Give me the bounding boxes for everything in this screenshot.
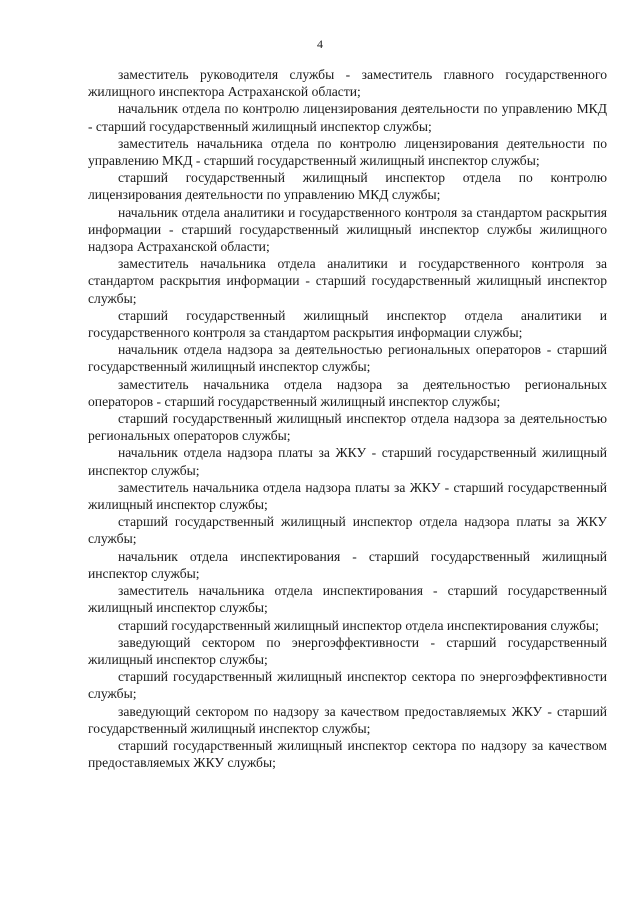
- list-item: начальник отдела надзора за деятельностью региональных операторов - старший государственный жилищный инспектор службы;: [88, 342, 607, 375]
- list-item: старший государственный жилищный инспектор сектора по энергоэффективности службы;: [88, 669, 607, 702]
- list-item: заместитель начальника отдела инспектирования - старший государственный жилищный инспектор службы;: [88, 583, 607, 616]
- list-item: начальник отдела по контролю лицензирования деятельности по управлению МКД - старший государственный жилищный инспектор службы;: [88, 101, 607, 134]
- list-item: старший государственный жилищный инспектор отдела по контролю лицензирования деятельности по управлению МКД службы;: [88, 170, 607, 203]
- list-item: старший государственный жилищный инспектор отдела инспектирования службы;: [118, 617, 599, 633]
- list-item: начальник отдела надзора платы за ЖКУ - старший государственный жилищный инспектор службы;: [88, 445, 607, 478]
- list-item: заведующий сектором по энергоэффективности - старший государственный жилищный инспектор службы;: [88, 634, 607, 667]
- list-item: старший государственный жилищный инспектор отдела надзора платы за ЖКУ службы;: [88, 514, 607, 547]
- list-item: заместитель руководителя службы - заместитель главного государственного жилищного инспектора Астраханской области;: [88, 67, 607, 100]
- document-body: [88, 66, 607, 771]
- list-item: заведующий сектором по надзору за качеством предоставляемых ЖКУ - старший государственный жилищный инспектор службы;: [88, 703, 607, 736]
- list-item: старший государственный жилищный инспектор сектора по надзору за качеством предоставляемых ЖКУ службы;: [88, 737, 607, 771]
- list-item: заместитель начальника отдела надзора платы за ЖКУ - старший государственный жилищный инспектор службы;: [88, 479, 607, 513]
- list-item: старший государственный жилищный инспектор отдела аналитики и государственного контроля за стандартом раскрытия информации службы;: [88, 307, 607, 341]
- list-item: заместитель начальника отдела надзора за деятельностью региональных операторов - старший государственный жилищный инспектор службы;: [88, 376, 607, 409]
- list-item: начальник отдела аналитики и государственного контроля за стандартом раскрытия информации - старший государственный жилищный инспектор службы жилищного надзора Астраханской области;: [88, 204, 607, 255]
- list-item: заместитель начальника отдела аналитики и государственного контроля за стандартом раскрытия информации - старший государственный жилищный инспектор службы;: [88, 256, 607, 306]
- list-item: начальник отдела инспектирования - старший государственный жилищный инспектор службы;: [88, 548, 607, 581]
- page-number: 4: [317, 37, 323, 51]
- list-item: заместитель начальника отдела по контролю лицензирования деятельности по управлению МКД - старший государственный жилищный инспектор службы;: [88, 135, 607, 169]
- list-item: старший государственный жилищный инспектор отдела надзора за деятельностью региональных операторов службы;: [88, 411, 607, 444]
